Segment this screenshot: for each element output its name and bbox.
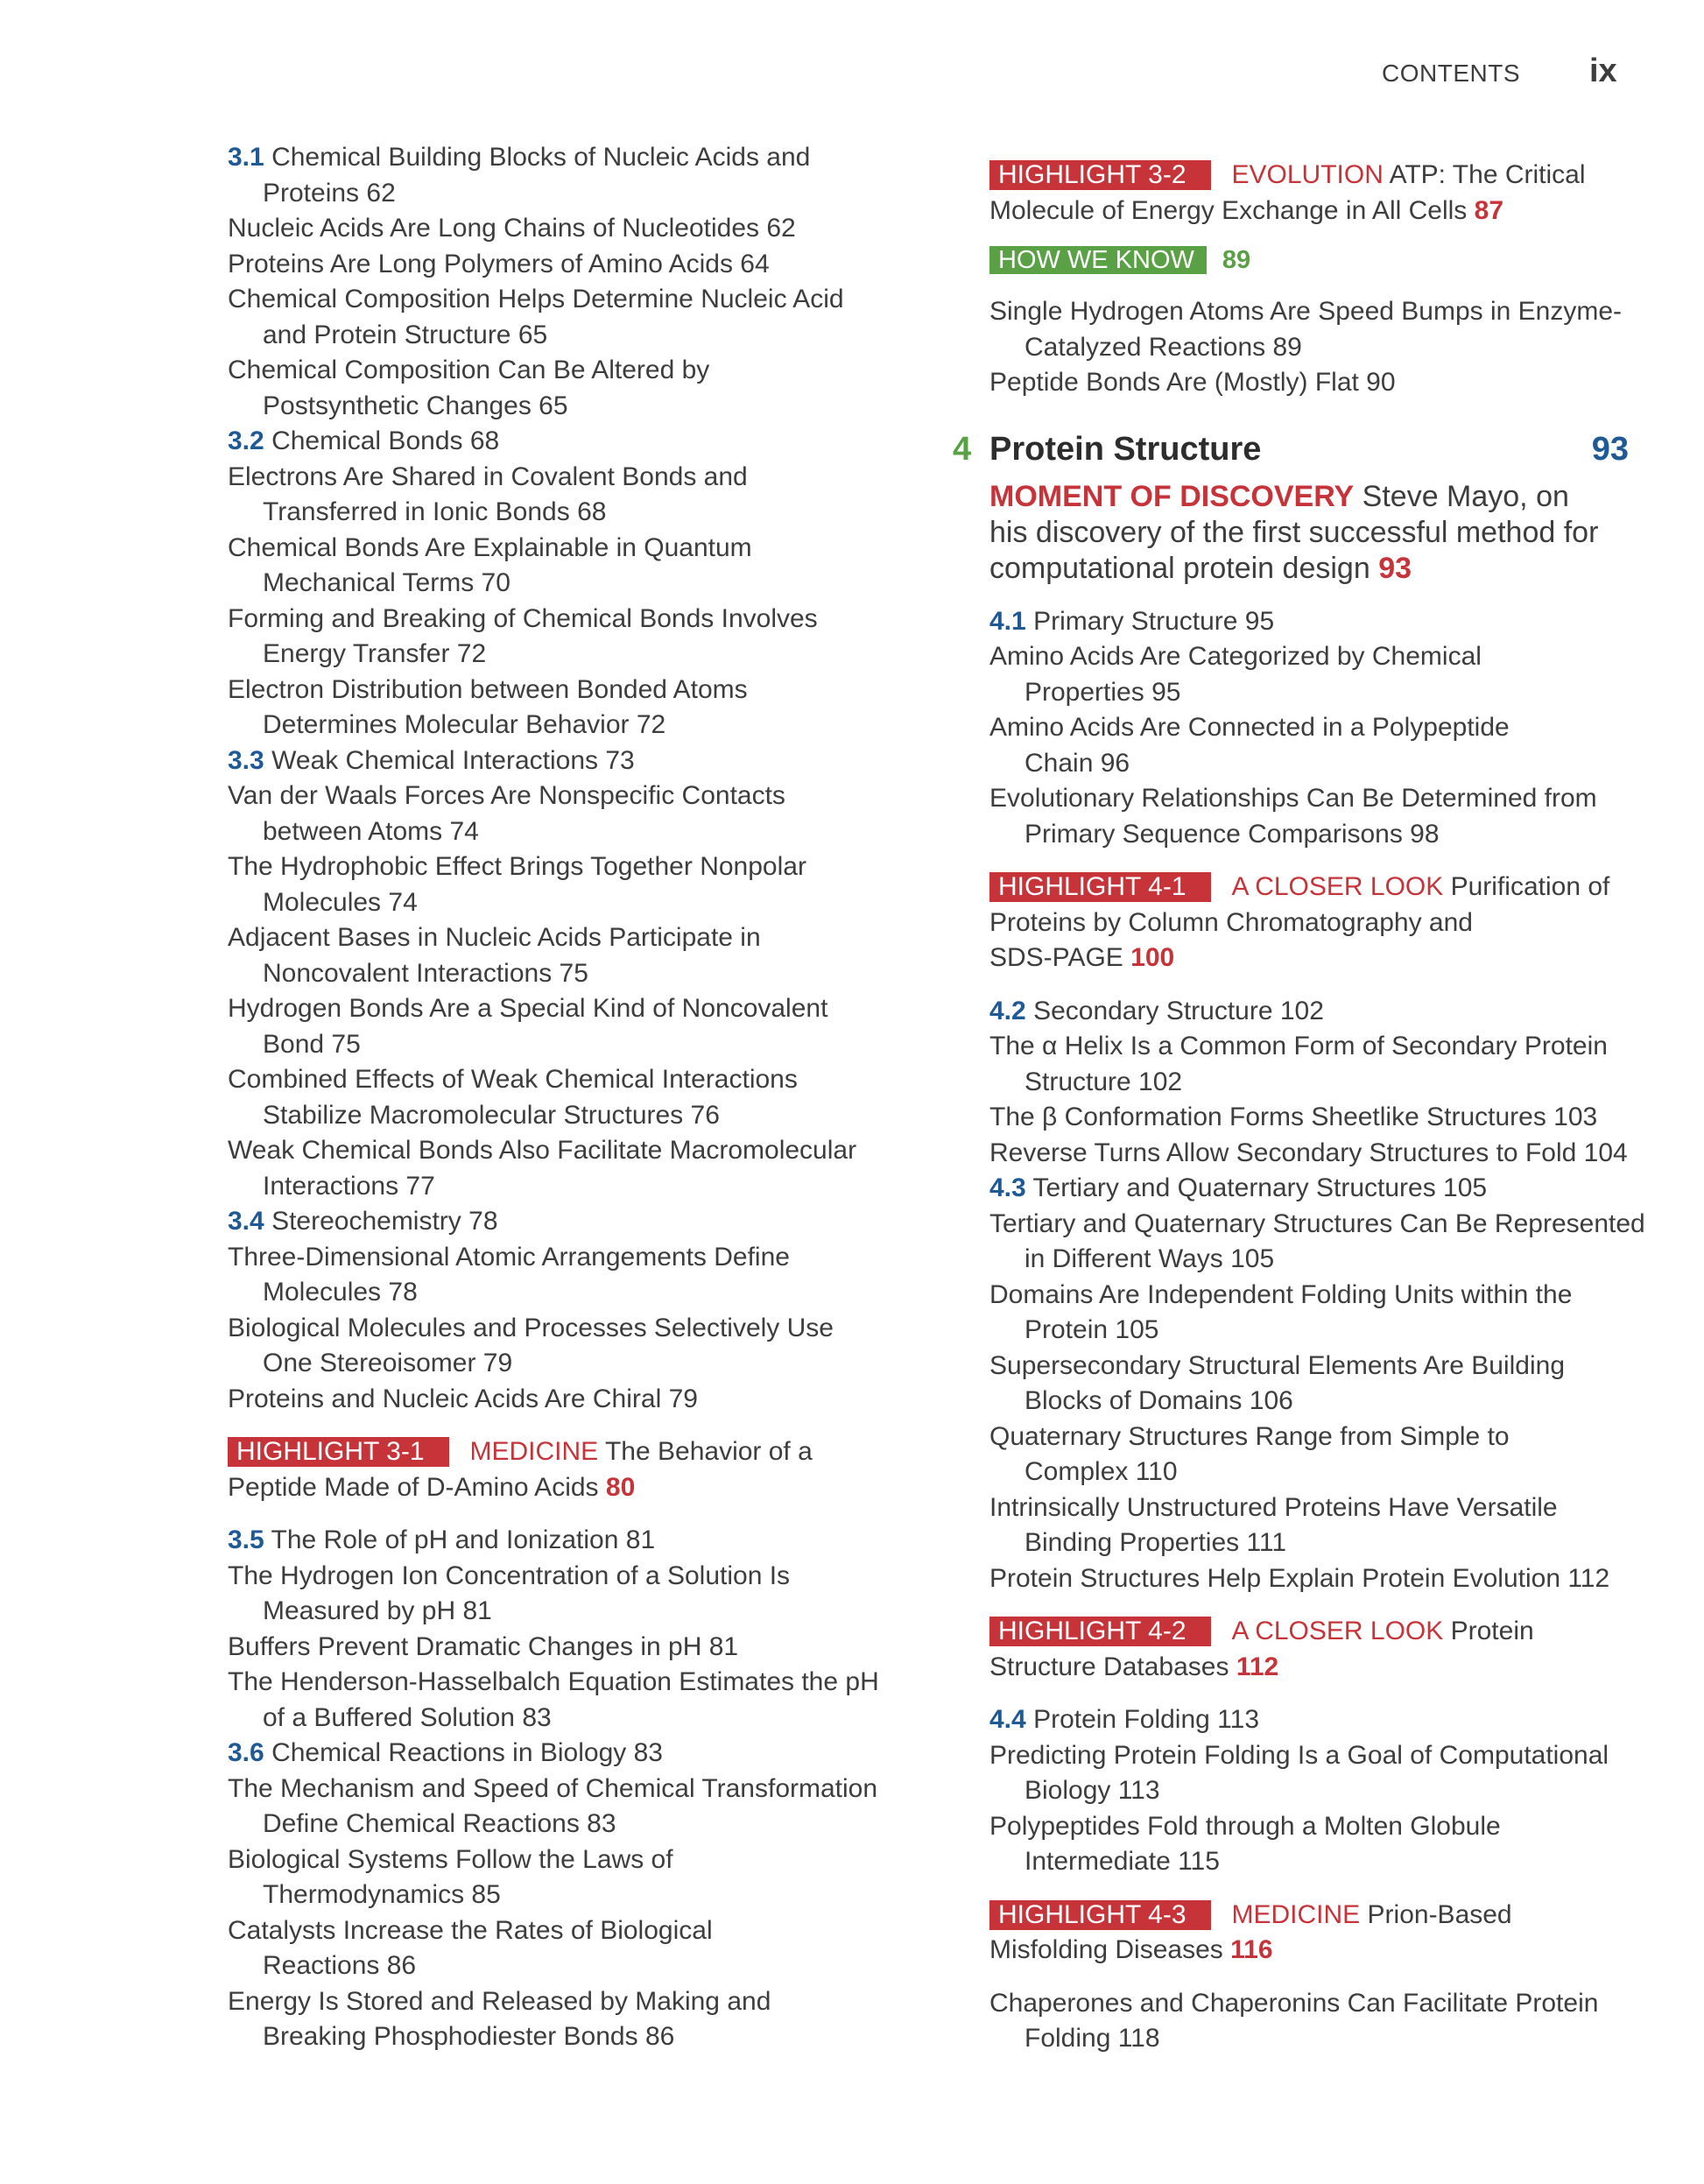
entry-title: The Hydrogen Ion Concentration of a Solution Is <box>228 1561 791 1590</box>
highlight-entry <box>989 158 1620 229</box>
toc-subsection-entry <box>228 920 876 991</box>
highlight-page: 87 <box>1474 195 1504 225</box>
entry-title: The β Conformation Forms Sheetlike Structures 103 <box>989 1103 1598 1131</box>
toc-subsection-entry <box>989 1207 1645 1278</box>
toc-subsection-entry <box>228 531 876 602</box>
entry-title: Biological Molecules and Processes Selectively Use <box>228 1313 834 1342</box>
entry-title: Nucleic Acids Are Long Chains of Nucleotides 62 <box>228 214 796 243</box>
entry-title-continued: Complex 110 <box>1025 1457 1178 1486</box>
entry-title-continued: and Protein Structure 65 <box>263 320 548 349</box>
moment-of-discovery <box>989 479 1620 587</box>
entry-title: Intrinsically Unstructured Proteins Have Versatile <box>989 1492 1558 1522</box>
entry-title: Peptide Bonds Are (Mostly) Flat 90 <box>989 368 1396 397</box>
entry-title-continued: Noncovalent Interactions 75 <box>263 958 588 988</box>
entry-title-continued: Define Chemical Reactions 83 <box>263 1809 616 1838</box>
entry-title: Catalysts Increase the Rates of Biological <box>228 1915 713 1945</box>
highlight-title: The Behavior of a <box>604 1437 813 1466</box>
highlight-title-continued: SDS-PAGE <box>989 943 1123 972</box>
toc-subsection-entry <box>989 1490 1620 1561</box>
toc-subsection-entry <box>989 710 1620 781</box>
how-we-know-entry <box>989 246 1620 275</box>
toc-subsection-entry <box>228 247 876 283</box>
section-number: 3.4 <box>228 1207 264 1236</box>
entry-title: Biological Systems Follow the Laws of <box>228 1844 673 1874</box>
highlight-tag: HIGHLIGHT 4-3 <box>989 1900 1211 1930</box>
toc-subsection-entry <box>989 1136 1628 1172</box>
highlight-category: MEDICINE <box>469 1437 599 1466</box>
toc-subsection-entry <box>989 1100 1620 1136</box>
entry-title: Hydrogen Bonds Are a Special Kind of Noncovalent <box>228 994 828 1023</box>
toc-subsection-entry <box>228 460 876 531</box>
moment-title-continued: his discovery of the first successful method for <box>989 515 1599 549</box>
highlight-title: Purification of <box>1450 872 1610 901</box>
entry-title-continued: Molecules 78 <box>263 1278 418 1307</box>
toc-subsection-entry <box>989 1809 1620 1880</box>
entry-title: Combined Effects of Weak Chemical Interactions <box>228 1065 798 1094</box>
entry-title-continued: Binding Properties 111 <box>1025 1528 1287 1557</box>
toc-right-column <box>953 140 1645 2057</box>
entry-title: Chemical Bonds Are Explainable in Quantum <box>228 532 752 562</box>
entry-title-continued: Intermediate 115 <box>1025 1847 1220 1876</box>
entry-title: Evolutionary Relationships Can Be Determined from <box>989 784 1597 813</box>
entry-title: Primary Structure 95 <box>1033 606 1275 636</box>
entry-title: Predicting Protein Folding Is a Goal of Computational <box>989 1740 1609 1770</box>
toc-subsection-entry <box>228 1240 876 1311</box>
toc-subsection-entry <box>228 1665 879 1736</box>
entry-title: Amino Acids Are Connected in a Polypeptide <box>989 713 1510 742</box>
highlight-entry <box>228 1434 876 1505</box>
entry-title-continued: Bond 75 <box>263 1029 361 1059</box>
section-number: 3.1 <box>228 143 264 172</box>
entry-title: Energy Is Stored and Released by Making and <box>228 1986 771 2016</box>
entry-title: Chaperones and Chaperonins Can Facilitate Protein <box>989 1988 1599 2018</box>
toc-subsection-entry <box>989 1986 1620 2057</box>
chapter-page: 93 <box>1591 430 1629 468</box>
highlight-tag: HIGHLIGHT 4-1 <box>989 872 1211 902</box>
entry-title-continued: Blocks of Domains 106 <box>1025 1386 1293 1415</box>
toc-subsection-entry <box>989 294 1623 365</box>
toc-subsection-entry <box>228 673 876 743</box>
entry-title-continued: Molecules 74 <box>263 887 418 917</box>
entry-title-continued: in Different Ways 105 <box>1025 1244 1275 1273</box>
highlight-title-continued: Structure Databases <box>989 1652 1229 1681</box>
entry-title: Quaternary Structures Range from Simple to <box>989 1421 1510 1451</box>
entry-title-continued: Folding 118 <box>1025 2024 1160 2053</box>
toc-section-entry <box>989 1171 1620 1207</box>
chapter-number: 4 <box>953 430 972 468</box>
entry-title: Chemical Reactions in Biology 83 <box>271 1738 663 1767</box>
toc-subsection-entry <box>228 1630 876 1666</box>
toc-section-entry <box>989 1702 1620 1738</box>
entry-title: Secondary Structure 102 <box>1033 996 1324 1025</box>
entry-title-continued: Reactions 86 <box>263 1951 417 1980</box>
highlight-page: 100 <box>1130 943 1175 972</box>
entry-title-continued: Mechanical Terms 70 <box>263 568 510 597</box>
toc-subsection-entry <box>228 1311 876 1382</box>
toc-subsection-entry <box>228 1984 876 2055</box>
chapter-title: Protein Structure <box>989 430 1262 468</box>
moment-page: 93 <box>1378 551 1412 585</box>
entry-title-continued: Catalyzed Reactions 89 <box>1025 332 1302 362</box>
entry-title-continued: between Atoms 74 <box>263 816 479 846</box>
toc-section-entry <box>989 994 1620 1030</box>
highlight-category: A CLOSER LOOK <box>1231 872 1444 901</box>
highlight-page: 112 <box>1236 1652 1279 1681</box>
highlight-title: ATP: The Critical <box>1389 160 1586 189</box>
toc-subsection-entry <box>989 639 1620 710</box>
toc-subsection-entry <box>989 1420 1620 1490</box>
entry-title-continued: One Stereoisomer 79 <box>263 1349 513 1377</box>
toc-subsection-entry <box>989 365 1620 401</box>
toc-subsection-entry <box>228 1382 876 1418</box>
entry-title: Three-Dimensional Atomic Arrangements Define <box>228 1242 790 1272</box>
entry-title: Domains Are Independent Folding Units within the <box>989 1279 1573 1309</box>
entry-title: The Henderson-Hasselbalch Equation Estimates the pH <box>228 1667 879 1696</box>
entry-title: Tertiary and Quaternary Structures Can Be Represented <box>989 1208 1645 1238</box>
entry-title-continued: Transferred in Ionic Bonds 68 <box>263 497 607 526</box>
chapter-heading <box>953 430 1629 469</box>
how-we-know-page: 89 <box>1222 246 1251 274</box>
toc-section-entry <box>228 743 876 779</box>
moment-title: Steve Mayo, on <box>1362 479 1569 513</box>
how-we-know-tag: HOW WE KNOW <box>989 246 1207 274</box>
toc-subsection-entry <box>228 778 876 849</box>
toc-subsection-entry <box>989 1738 1620 1809</box>
entry-title-continued: Biology 113 <box>1025 1776 1160 1805</box>
moment-title-continued: computational protein design <box>989 551 1370 585</box>
highlight-tag: HIGHLIGHT 3-1 <box>228 1437 449 1467</box>
entry-title: Protein Structures Help Explain Protein Evolution 112 <box>989 1563 1610 1593</box>
toc-subsection-entry <box>228 991 876 1062</box>
entry-title-continued: Stabilize Macromolecular Structures 76 <box>263 1100 720 1130</box>
moment-label: MOMENT OF DISCOVERY <box>989 479 1355 513</box>
section-number: 3.5 <box>228 1525 264 1554</box>
toc-subsection-entry <box>228 1559 876 1630</box>
toc-left-column <box>228 140 879 2055</box>
toc-section-entry <box>228 424 876 460</box>
highlight-title-continued: Molecule of Energy Exchange in All Cells <box>989 195 1468 225</box>
entry-title: Chemical Building Blocks of Nucleic Acids and <box>271 143 811 172</box>
section-number: 4.2 <box>989 996 1026 1025</box>
entry-title-continued: Chain 96 <box>1025 748 1130 778</box>
entry-title: Reverse Turns Allow Secondary Structures to Fold 104 <box>989 1138 1628 1167</box>
highlight-category: MEDICINE <box>1231 1899 1361 1929</box>
entry-title-continued: Energy Transfer 72 <box>263 639 487 668</box>
toc-subsection-entry <box>989 1349 1620 1420</box>
entry-title: Forming and Breaking of Chemical Bonds Involves <box>228 603 818 633</box>
highlight-page: 80 <box>605 1472 636 1502</box>
entry-title-continued: Protein 105 <box>1025 1315 1159 1344</box>
entry-title: Proteins and Nucleic Acids Are Chiral 79 <box>228 1384 698 1413</box>
toc-section-entry <box>989 604 1620 640</box>
toc-subsection-entry <box>228 1133 876 1204</box>
highlight-title-continued: Proteins by Column Chromatography and <box>989 907 1473 937</box>
toc-subsection-entry <box>228 211 876 247</box>
toc-subsection-entry <box>989 1029 1620 1100</box>
entry-title-continued: Breaking Phosphodiester Bonds 86 <box>263 2022 675 2051</box>
entry-title: The Mechanism and Speed of Chemical Transformation <box>228 1773 878 1803</box>
highlight-title: Prion-Based <box>1367 1899 1512 1929</box>
toc-section-entry <box>228 1736 876 1772</box>
entry-title-continued: Structure 102 <box>1025 1067 1183 1096</box>
highlight-entry <box>989 870 1620 976</box>
entry-title: Single Hydrogen Atoms Are Speed Bumps in Enzyme- <box>989 297 1623 326</box>
entry-title: The Role of pH and Ionization 81 <box>271 1525 656 1554</box>
toc-subsection-entry <box>989 1561 1620 1597</box>
toc-subsection-entry <box>228 1772 876 1842</box>
entry-title: Adjacent Bases in Nucleic Acids Participate in <box>228 923 761 952</box>
entry-title-continued: Primary Sequence Comparisons 98 <box>1025 819 1440 849</box>
entry-title: Tertiary and Quaternary Structures 105 <box>1032 1173 1488 1202</box>
highlight-tag: HIGHLIGHT 3-2 <box>989 160 1211 190</box>
toc-section-entry <box>228 1523 876 1559</box>
entry-title-continued: Measured by pH 81 <box>263 1596 492 1625</box>
toc-subsection-entry <box>228 1913 876 1984</box>
highlight-category: EVOLUTION <box>1231 160 1384 189</box>
entry-title: Van der Waals Forces Are Nonspecific Contacts <box>228 781 785 810</box>
highlight-entry <box>989 1898 1620 1969</box>
toc-section-entry <box>228 140 876 211</box>
toc-subsection-entry <box>989 1278 1620 1349</box>
section-number: 4.1 <box>989 606 1026 636</box>
page-number: ix <box>1589 53 1617 89</box>
entry-title-continued: Proteins 62 <box>263 178 396 208</box>
section-number: 4.3 <box>989 1173 1026 1202</box>
entry-title: Proteins Are Long Polymers of Amino Acids 64 <box>228 249 770 278</box>
highlight-category: A CLOSER LOOK <box>1231 1617 1444 1645</box>
entry-title: Chemical Bonds 68 <box>271 426 500 455</box>
entry-title: Protein Folding 113 <box>1033 1705 1260 1734</box>
entry-title: Amino Acids Are Categorized by Chemical <box>989 642 1482 671</box>
section-number: 3.6 <box>228 1738 264 1767</box>
entry-title-continued: of a Buffered Solution 83 <box>263 1702 552 1732</box>
entry-title: Chemical Composition Can Be Altered by <box>228 356 710 384</box>
entry-title: Electrons Are Shared in Covalent Bonds and <box>228 461 748 491</box>
entry-title: Weak Chemical Bonds Also Facilitate Macromolecular <box>228 1136 857 1165</box>
highlight-page: 116 <box>1230 1935 1273 1964</box>
toc-subsection-entry <box>228 849 876 920</box>
section-number: 4.4 <box>989 1705 1026 1734</box>
toc-subsection-entry <box>989 781 1620 852</box>
entry-title: Electron Distribution between Bonded Atoms <box>228 674 748 704</box>
toc-subsection-entry <box>228 282 876 353</box>
entry-title-continued: Determines Molecular Behavior 72 <box>263 710 666 739</box>
toc-subsection-entry <box>228 1062 876 1133</box>
entry-title-continued: Interactions 77 <box>263 1171 435 1201</box>
entry-title: Supersecondary Structural Elements Are Building <box>989 1350 1566 1380</box>
highlight-title-continued: Misfolding Diseases <box>989 1935 1223 1964</box>
entry-title: The α Helix Is a Common Form of Secondary Protein <box>989 1032 1608 1060</box>
entry-title: Chemical Composition Helps Determine Nucleic Acid <box>228 285 844 314</box>
entry-title-continued: Thermodynamics 85 <box>263 1880 501 1909</box>
entry-title-continued: Properties 95 <box>1025 677 1181 707</box>
section-number: 3.3 <box>228 745 264 775</box>
running-head: CONTENTS <box>1382 60 1520 87</box>
entry-title-continued: Postsynthetic Changes 65 <box>263 391 568 420</box>
toc-subsection-entry <box>228 602 876 673</box>
highlight-tag: HIGHLIGHT 4-2 <box>989 1617 1211 1646</box>
entry-title: Polypeptides Fold through a Molten Globule <box>989 1811 1501 1841</box>
entry-title: Weak Chemical Interactions 73 <box>271 745 635 775</box>
highlight-title-continued: Peptide Made of D-Amino Acids <box>228 1472 599 1502</box>
highlight-title: Protein <box>1450 1617 1534 1645</box>
section-number: 3.2 <box>228 426 264 455</box>
toc-section-entry <box>228 1204 876 1240</box>
entry-title: Stereochemistry 78 <box>271 1207 498 1236</box>
entry-title: The Hydrophobic Effect Brings Together Nonpolar <box>228 852 806 881</box>
toc-subsection-entry <box>228 353 876 424</box>
highlight-entry <box>989 1614 1620 1685</box>
toc-subsection-entry <box>228 1842 876 1913</box>
entry-title: Buffers Prevent Dramatic Changes in pH 81 <box>228 1631 739 1661</box>
